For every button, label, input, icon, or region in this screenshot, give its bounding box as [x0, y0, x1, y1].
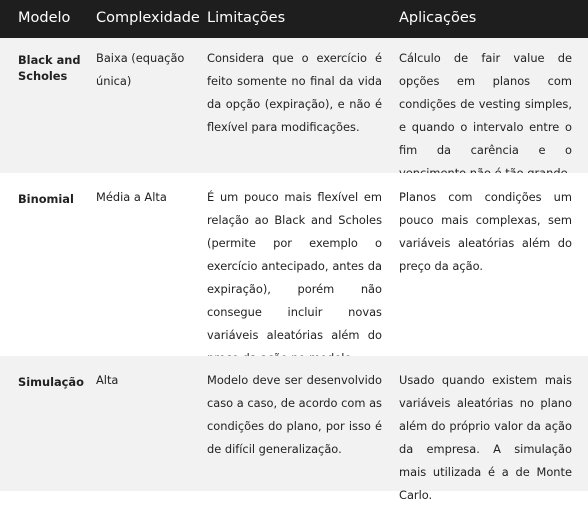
- header-limitations: Limitações: [207, 10, 286, 26]
- row-applications: Planos com condições um pouco mais complexas, sem variáveis aleatórias além do preço da ação.: [399, 190, 572, 273]
- row-complexity: Baixa (equação única): [96, 51, 185, 88]
- table-row: [0, 173, 588, 356]
- header-model: Modelo: [18, 10, 71, 26]
- row-applications: Cálculo de fair value de opções em planos com condições de vesting simples, e quando o intervalo entre o fim da carência e o: [399, 51, 572, 157]
- table-header: [0, 0, 588, 38]
- row-complexity: Média a Alta: [96, 190, 167, 204]
- row-limitations: É um pouco mais flexível em relação ao Black and Scholes (permite por exemplo o exercício antecipado, antes da expiração), porém não consegue incluir novas variáveis aleatórias além do: [207, 190, 382, 342]
- header-applications: Aplicações: [399, 10, 477, 26]
- row-limitations: Considera que o exercício é feito somente no final da vida da opção (expiração), e não é flexível para modificações.: [207, 51, 382, 134]
- row-model: Binomial: [18, 192, 74, 206]
- row-applications: Usado quando existem mais variáveis aleatórias no plano além do próprio valor da ação da empresa. A simulação mais utilizada é a de Monte Carlo.: [399, 373, 572, 502]
- row-model: Simulação: [18, 375, 84, 389]
- row-limitations: Modelo deve ser desenvolvido caso a caso, de acordo com as condições do plano, por isso é de difícil generalização.: [207, 373, 382, 456]
- table-row: [0, 356, 588, 502]
- header-complexity: Complexidade: [96, 10, 200, 26]
- row-complexity: Alta: [96, 373, 119, 387]
- table-row: [0, 38, 588, 173]
- row-model: Black and Scholes: [18, 53, 81, 83]
